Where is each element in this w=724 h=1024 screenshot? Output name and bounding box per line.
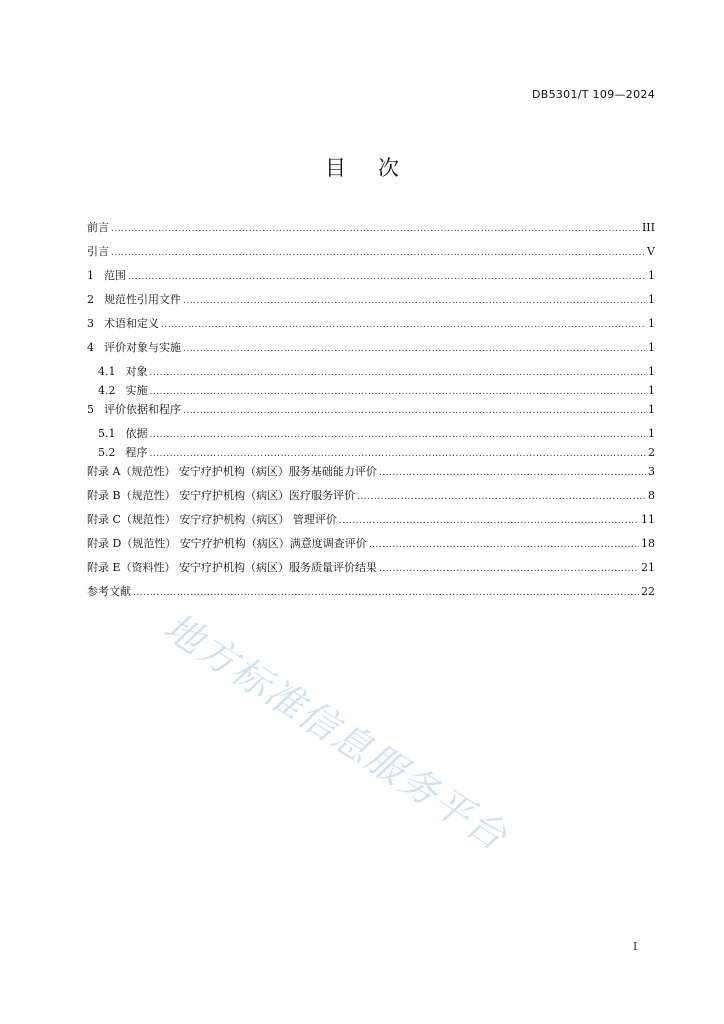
toc-entry-page: III	[641, 221, 655, 234]
toc-dot-leader	[339, 513, 639, 529]
toc-dot-leader	[150, 384, 647, 400]
toc-dot-leader	[150, 427, 647, 443]
toc-entry-page: 1	[648, 365, 655, 378]
toc-entry-page: 1	[648, 317, 655, 330]
toc-dot-leader	[111, 221, 640, 237]
toc-entry-title: 附录 D（规范性） 安宁疗护机构（病区）满意度调查评价	[87, 537, 367, 550]
toc-dot-leader	[183, 403, 646, 419]
toc-entry[interactable]	[87, 268, 655, 292]
toc-entry[interactable]	[87, 426, 655, 445]
toc-entry[interactable]	[87, 445, 655, 464]
toc-entry[interactable]	[87, 560, 655, 584]
toc-dot-leader	[161, 317, 646, 333]
toc-entry-number: 2	[87, 293, 94, 306]
toc-entry[interactable]	[87, 488, 655, 512]
toc-dot-leader	[150, 446, 647, 462]
toc-entry-number: 5.1	[98, 427, 116, 440]
toc-entry-page: 1	[648, 384, 655, 397]
toc-entry-page: 18	[641, 537, 655, 550]
toc-entry[interactable]	[87, 464, 655, 488]
toc-dot-leader	[128, 269, 646, 285]
toc-entry-title: 术语和定义	[104, 317, 159, 330]
toc-entry[interactable]	[87, 383, 655, 402]
toc-dot-leader	[379, 561, 639, 577]
toc-entry-title: 依据	[125, 427, 148, 440]
toc-entry-page: 11	[641, 513, 655, 526]
toc-entry-page: 22	[641, 585, 655, 598]
toc-entry-number: 4.2	[98, 384, 116, 397]
watermark: 地方标准信息服务平台	[156, 604, 516, 860]
document-code: DB5301/T 109—2024	[531, 88, 655, 101]
toc-entry-page: 1	[648, 427, 655, 440]
toc-entry[interactable]	[87, 584, 655, 608]
toc-entry-number: 1	[87, 269, 94, 282]
toc-dot-leader	[369, 537, 639, 553]
toc-entry-page: 2	[648, 446, 655, 459]
toc-dot-leader	[357, 489, 646, 505]
toc-entry[interactable]	[87, 364, 655, 383]
toc-entry-title: 附录 A（规范性） 安宁疗护机构（病区）服务基础能力评价	[87, 465, 377, 478]
toc-entry-title: 附录 B（规范性） 安宁疗护机构（病区）医疗服务评价	[87, 489, 356, 502]
toc-entry-title: 评价对象与实施	[104, 341, 181, 354]
toc-entry-page: 1	[648, 403, 655, 416]
toc-dot-leader	[183, 341, 646, 357]
toc-entry-page: 3	[648, 465, 655, 478]
toc-entry[interactable]	[87, 220, 655, 244]
table-of-contents	[87, 220, 655, 608]
toc-entry-title: 实施	[125, 384, 148, 397]
toc-dot-leader	[150, 365, 647, 381]
toc-entry-page: 1	[648, 269, 655, 282]
toc-entry-page: 1	[648, 341, 655, 354]
toc-entry[interactable]	[87, 340, 655, 364]
toc-entry[interactable]	[87, 402, 655, 426]
toc-entry-title: 程序	[125, 446, 148, 459]
toc-entry-page: 21	[641, 561, 655, 574]
toc-dot-leader	[183, 293, 646, 309]
toc-entry-number: 5	[87, 403, 94, 416]
toc-dot-leader	[133, 585, 639, 601]
toc-dot-leader	[111, 245, 645, 261]
toc-entry[interactable]	[87, 512, 655, 536]
toc-entry-title: 评价依据和程序	[104, 403, 181, 416]
toc-dot-leader	[379, 465, 646, 481]
toc-entry-page: 1	[648, 293, 655, 306]
toc-entry-title: 参考文献	[87, 585, 131, 598]
toc-entry-title: 范围	[104, 269, 126, 282]
toc-entry[interactable]	[87, 244, 655, 268]
toc-entry-title: 对象	[125, 365, 148, 378]
toc-entry-title: 附录 C（规范性） 安宁疗护机构（病区） 管理评价	[87, 513, 337, 526]
toc-entry-number: 4.1	[98, 365, 116, 378]
toc-entry[interactable]	[87, 292, 655, 316]
toc-title: 目次	[325, 156, 431, 180]
toc-entry[interactable]	[87, 316, 655, 340]
toc-entry-title: 规范性引用文件	[104, 293, 181, 306]
toc-entry-title: 前言	[87, 221, 109, 234]
toc-entry-title: 附录 E（资料性） 安宁疗护机构（病区）服务质量评价结果	[87, 561, 378, 574]
toc-entry[interactable]	[87, 536, 655, 560]
toc-entry-number: 5.2	[98, 446, 116, 459]
page-number: I	[633, 940, 638, 953]
toc-entry-number: 3	[87, 317, 94, 330]
toc-entry-number: 4	[87, 341, 94, 354]
toc-entry-page: 8	[648, 489, 655, 502]
toc-entry-title: 引言	[87, 245, 109, 258]
toc-entry-page: V	[647, 245, 655, 258]
